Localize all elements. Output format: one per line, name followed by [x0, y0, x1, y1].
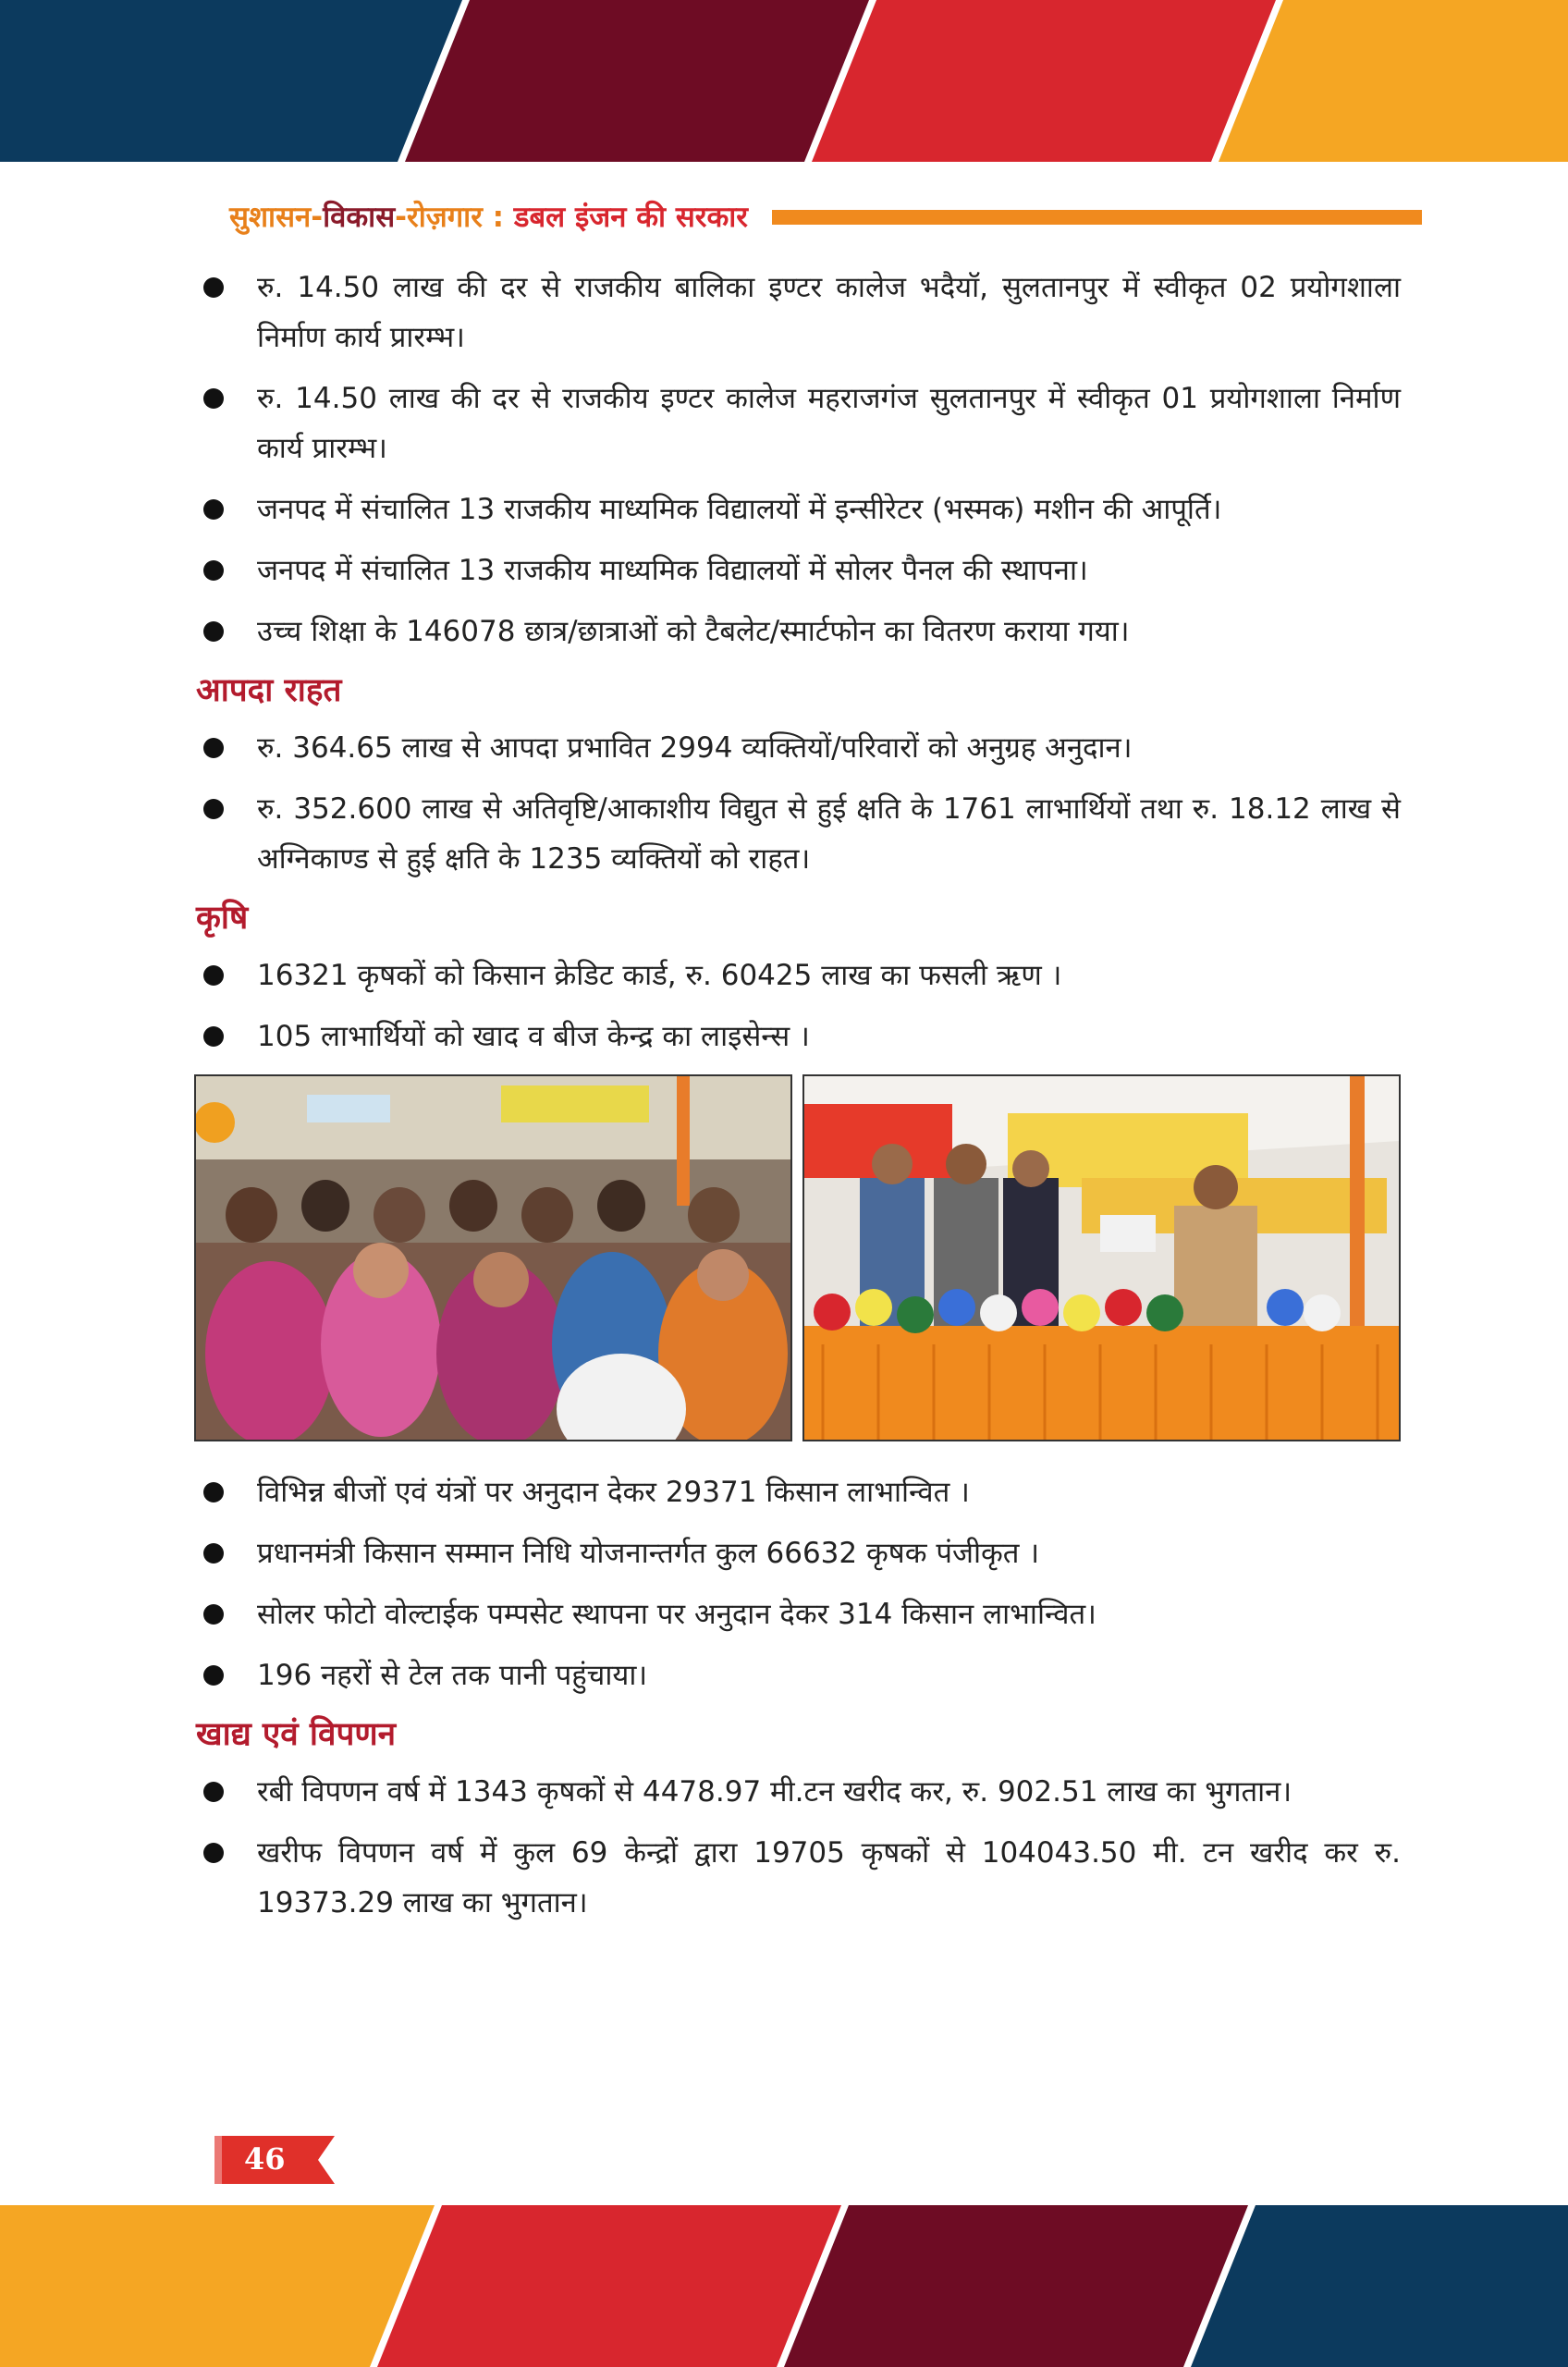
list-item: [194, 374, 1401, 473]
bullet-text: प्रधानमंत्री किसान सम्मान निधि योजनान्तर्गत कुल 66632 कृषक पंजीकृत ।: [257, 1537, 1040, 1570]
header-part-4: डबल इंजन की सरकार: [513, 201, 748, 234]
list-item: [194, 723, 1401, 773]
list-item: [194, 1767, 1401, 1817]
list-item: [194, 1467, 1401, 1517]
bullet-dot: [203, 621, 224, 642]
bottom-decorative-band: [0, 2205, 1568, 2367]
list-item: [194, 784, 1401, 884]
page-number-tab: [214, 2136, 335, 2184]
photo-crowd-farmers-fair: [194, 1074, 792, 1441]
page-number: 46: [244, 2141, 286, 2177]
list-item: [194, 546, 1401, 595]
bullet-text: रबी विपणन वर्ष में 1343 कृषकों से 4478.97 मी.टन खरीद कर, रु. 902.51 लाख का भुगतान।: [257, 1775, 1292, 1809]
top-decorative-band: [0, 0, 1568, 162]
bullet-text: 105 लाभार्थियों को खाद व बीज केन्द्र का लाइसेन्स ।: [257, 1020, 810, 1053]
list-item: [194, 1012, 1401, 1061]
bullet-dot: [203, 1665, 224, 1686]
header-part-2: विकास: [323, 201, 396, 234]
bullet-text: रु. 364.65 लाख से आपदा प्रभावित 2994 व्यक्तियों/परिवारों को अनुग्रह अनुदान।: [257, 731, 1133, 765]
list-item: [194, 1589, 1401, 1639]
bullet-text: उच्च शिक्षा के 146078 छात्र/छात्राओं को टैबलेट/स्मार्टफोन का वितरण कराया गया।: [257, 615, 1130, 648]
bullet-dot: [203, 1482, 224, 1502]
bullet-dot: [203, 1843, 224, 1863]
bullet-text: 16321 कृषकों को किसान क्रेडिट कार्ड, रु. 60425 लाख का फसली ऋण ।: [257, 959, 1062, 992]
list-item: [194, 1828, 1401, 1928]
bullet-text: रु. 352.600 लाख से अतिवृष्टि/आकाशीय विद्युत से हुई क्षति के 1761 लाभार्थियों तथा रु. 18.12 लाख से अग्निकाण्ड से हुई क्षति के 1235 व्यक्तियों को राहत।: [257, 792, 1401, 876]
bullet-text: रु. 14.50 लाख की दर से राजकीय बालिका इण्टर कालेज भदैयॉ, सुलतानपुर में स्वीकृत 02 प्रयोगशाला निर्माण कार्य प्रारम्भ।: [257, 271, 1401, 354]
bullet-text: रु. 14.50 लाख की दर से राजकीय इण्टर कालेज महराजगंज सुलतानपुर में स्वीकृत 01 प्रयोगशाला निर्माण कार्य प्रारम्भ।: [257, 382, 1401, 465]
photo-stage-felicitation: [802, 1074, 1401, 1441]
list-item: [194, 484, 1401, 534]
bullet-dot: [203, 965, 224, 986]
list-item: [194, 1528, 1401, 1578]
bullet-dot: [203, 499, 224, 520]
bullet-dot: [203, 1026, 224, 1047]
bullet-dot: [203, 738, 224, 758]
running-header-title: [229, 197, 748, 236]
photo-row: [194, 1074, 1401, 1441]
bullet-text: खरीफ विपणन वर्ष में कुल 69 केन्द्रों द्वारा 19705 कृषकों से 104043.50 मी. टन खरीद कर रु. 19373.29 लाख का भुगतान।: [257, 1836, 1401, 1919]
bullet-text: 196 नहरों से टेल तक पानी पहुंचाया।: [257, 1659, 648, 1692]
header-part-3: -रोज़गार :: [395, 201, 514, 234]
header-rule: [772, 210, 1422, 225]
bullet-text: सोलर फोटो वोल्टाईक पम्पसेट स्थापना पर अनुदान देकर 314 किसान लाभान्वित।: [257, 1598, 1096, 1631]
list-item: [194, 950, 1401, 1000]
section-heading-agriculture: कृषि: [196, 900, 249, 937]
bullet-dot: [203, 277, 224, 298]
bullet-dot: [203, 1782, 224, 1802]
bullet-text: जनपद में संचालित 13 राजकीय माध्यमिक विद्यालयों में इन्सीरेटर (भस्मक) मशीन की आपूर्ति।: [257, 493, 1222, 526]
bullet-text: विभिन्न बीजों एवं यंत्रों पर अनुदान देकर 29371 किसान लाभान्वित ।: [257, 1476, 970, 1509]
section-heading-food-marketing: खाद्य एवं विपणन: [196, 1716, 397, 1753]
list-item: [194, 607, 1401, 656]
bullet-dot: [203, 1604, 224, 1625]
bullet-dot: [203, 560, 224, 581]
header-part-1: सुशासन-: [229, 201, 324, 234]
list-item: [194, 1650, 1401, 1700]
bullet-text: जनपद में संचालित 13 राजकीय माध्यमिक विद्यालयों में सोलर पैनल की स्थापना।: [257, 554, 1088, 587]
section-heading-disaster-relief: आपदा राहत: [196, 672, 342, 709]
bullet-dot: [203, 799, 224, 819]
page-content: [194, 263, 1401, 1939]
list-item: [194, 263, 1401, 362]
bullet-dot: [203, 1543, 224, 1564]
bullet-dot: [203, 388, 224, 409]
